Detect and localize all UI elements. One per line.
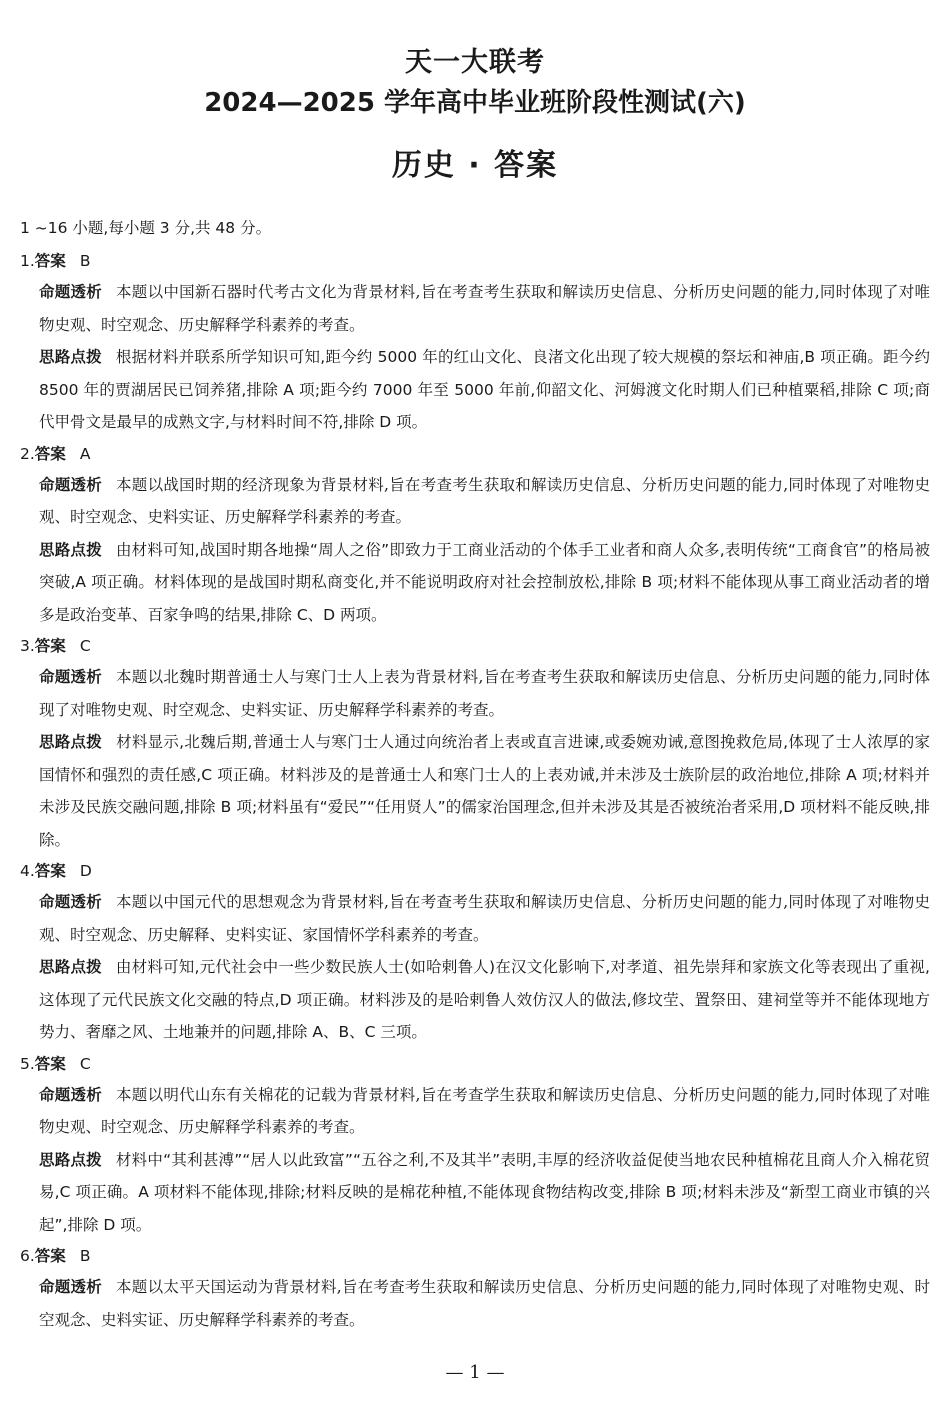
answer-label: 答案 [34, 862, 66, 880]
hint-text: 根据材料并联系所学知识可知,距今约 5000 年的红山文化、良渚文化出现了较大规模的祭坛和神庙,B 项正确。距今约 8500 年的贾湖居民已饲养猪,排除 A 项;距今约 7000 年至 5000 年前,仰韶文化、河姆渡文化时期人们已种植粟稻,排除 C 项;商代甲骨文是最早的成熟文字,与材料时间不符,排除 D 项。 [39, 348, 930, 431]
analysis-text: 本题以中国元代的思想观念为背景材料,旨在考查考生获取和解读历史信息、分析历史问题的能力,同时体现了对唯物史观、时空观念、历史解释、史料实证、家国情怀学科素养的考查。 [39, 893, 930, 944]
question-number: 1. [20, 252, 35, 270]
analysis-text: 本题以明代山东有关棉花的记载为背景材料,旨在考查学生获取和解读历史信息、分析历史问题的能力,同时体现了对唯物史观、时空观念、历史解释学科素养的考查。 [39, 1085, 930, 1136]
question-6 [20, 1241, 930, 1336]
answer-list [20, 246, 930, 1336]
question-number: 2. [20, 444, 35, 463]
hint-paragraph [39, 534, 930, 632]
analysis-paragraph [39, 1271, 930, 1336]
question-4 [20, 856, 930, 1049]
answer-choice: B [79, 1247, 91, 1265]
question-header [20, 1241, 930, 1271]
analysis-label: 命题透析 [39, 283, 103, 301]
analysis-text: 本题以北魏时期普通士人与寒门士人上表为背景材料,旨在考查考生获取和解读历史信息、分析历史问题的能力,同时体现了对唯物史观、时空观念、史料实证、历史解释学科素养的考查。 [39, 668, 930, 719]
exam-organizer: 天一大联考 [405, 47, 545, 78]
subject-title: 历史 · 答案 [391, 148, 559, 183]
hint-text: 由材料可知,战国时期各地操“周人之俗”即致力于工商业活动的个体手工业者和商人众多,表明传统“工商食官”的格局被突破,A 项正确。材料体现的是战国时期私商变化,并不能说明政府对社会控制放松,排除 B 项;材料不能体现从事工商业活动者的增多是政治变革、百家争鸣的结果,排除 C、D 两项。 [39, 540, 930, 624]
answer-choice: C [79, 1054, 91, 1073]
hint-text: 由材料可知,元代社会中一些少数民族人士(如哈剌鲁人)在汉文化影响下,对孝道、祖先崇拜和家族文化等表现出了重视,这体现了元代民族文化交融的特点,D 项正确。材料涉及的是哈剌鲁人效仿汉人的做法,修坟茔、置祭田、建祠堂等并不能体现地方势力、奢靡之风、土地兼并的问题,排除 A、B、C 三项。 [39, 958, 930, 1041]
scoring-instructions: 1 ~16 小题,每小题 3 分,共 48 分。 [20, 219, 272, 237]
question-header [20, 631, 930, 661]
question-header [20, 246, 930, 276]
hint-paragraph [39, 341, 930, 439]
answer-label: 答案 [34, 1247, 66, 1265]
analysis-paragraph [39, 661, 930, 726]
analysis-label: 命题透析 [39, 893, 103, 911]
analysis-paragraph [39, 469, 930, 534]
hint-label: 思路点拨 [39, 1150, 102, 1169]
hint-label: 思路点拨 [39, 540, 102, 559]
answer-choice: A [79, 444, 91, 463]
page-number: — 1 — [445, 1362, 505, 1383]
question-header [20, 439, 930, 469]
analysis-paragraph [39, 1079, 930, 1144]
analysis-label: 命题透析 [39, 475, 103, 494]
hint-paragraph [39, 951, 930, 1049]
question-header [20, 1049, 930, 1079]
hint-text: 材料中“其利甚溥”“居人以此致富”“五谷之利,不及其半”表明,丰厚的经济收益促使当地农民种植棉花且商人介入棉花贸易,C 项正确。A 项材料不能体现,排除;材料反映的是棉花种植,不能体现食物结构改变,排除 B 项;材料未涉及“新型工商业市镇的兴起”,排除 D 项。 [39, 1150, 930, 1234]
analysis-text: 本题以战国时期的经济现象为背景材料,旨在考查考生获取和解读历史信息、分析历史问题的能力,同时体现了对唯物史观、时空观念、史料实证、历史解释学科素养的考查。 [39, 475, 930, 526]
question-5 [20, 1049, 930, 1242]
question-header [20, 856, 930, 886]
question-2 [20, 439, 930, 632]
answer-choice: D [79, 862, 92, 880]
question-1 [20, 246, 930, 439]
answer-label: 答案 [34, 252, 66, 270]
hint-paragraph [39, 726, 930, 856]
question-number: 4. [20, 862, 35, 880]
question-number: 3. [20, 637, 35, 655]
hint-label: 思路点拨 [39, 958, 102, 976]
exam-title: 2024—2025 学年高中毕业班阶段性测试(六) [204, 88, 746, 118]
hint-text: 材料显示,北魏后期,普通士人与寒门士人通过向统治者上表或直言进谏,或委婉劝诫,意图挽救危局,体现了士人浓厚的家国情怀和强烈的责任感,C 项正确。材料涉及的是普通士人和寒门士人的上表劝诫,并未涉及士族阶层的政治地位,排除 A 项;材料并未涉及民族交融问题,排除 B 项;材料虽有“爱民”“任用贤人”的儒家治国理念,但并未涉及其是否被统治者采用,D 项材料不能反映,排除。 [39, 733, 930, 849]
answer-choice: B [79, 252, 91, 270]
hint-paragraph [39, 1144, 930, 1242]
question-3 [20, 631, 930, 856]
analysis-label: 命题透析 [39, 668, 103, 686]
analysis-paragraph [39, 886, 930, 951]
answer-choice: C [79, 637, 91, 655]
question-number: 5. [20, 1054, 35, 1073]
analysis-label: 命题透析 [39, 1085, 103, 1104]
answer-label: 答案 [34, 444, 66, 463]
analysis-text: 本题以中国新石器时代考古文化为背景材料,旨在考查考生获取和解读历史信息、分析历史问题的能力,同时体现了对唯物史观、时空观念、历史解释学科素养的考查。 [39, 283, 930, 334]
analysis-paragraph [39, 276, 930, 341]
analysis-label: 命题透析 [39, 1278, 103, 1296]
analysis-text: 本题以太平天国运动为背景材料,旨在考查考生获取和解读历史信息、分析历史问题的能力,同时体现了对唯物史观、时空观念、史料实证、历史解释学科素养的考查。 [39, 1278, 930, 1329]
answer-label: 答案 [34, 1054, 66, 1073]
answer-label: 答案 [34, 637, 66, 655]
hint-label: 思路点拨 [39, 348, 102, 366]
question-number: 6. [20, 1247, 35, 1265]
hint-label: 思路点拨 [39, 733, 103, 751]
